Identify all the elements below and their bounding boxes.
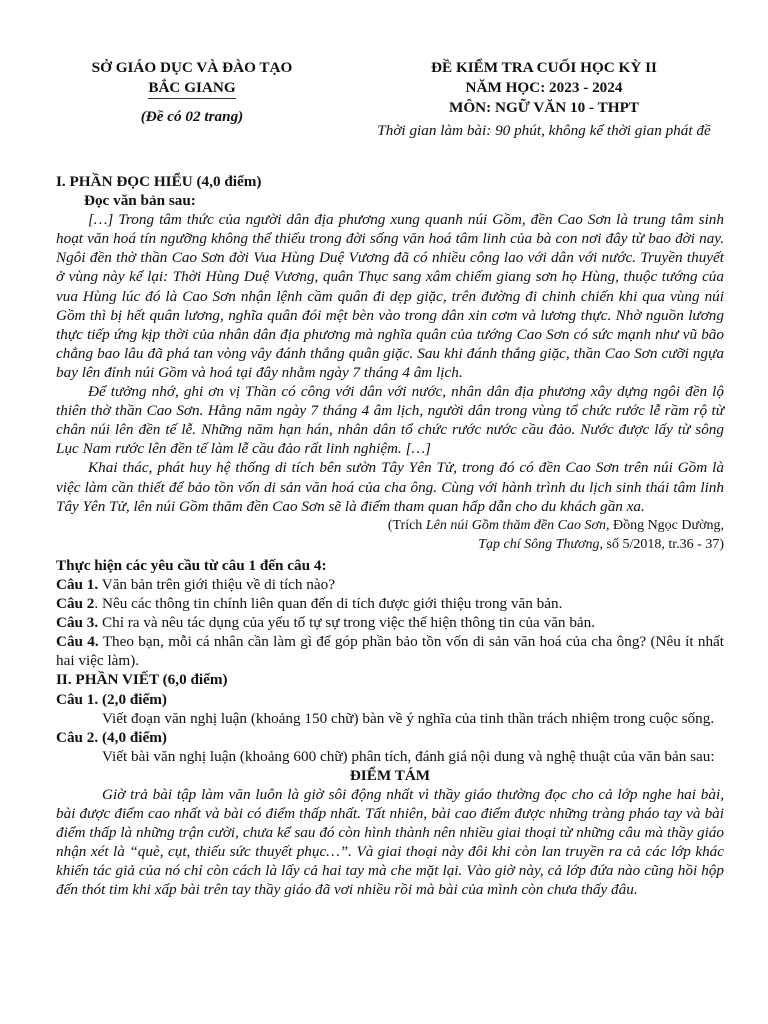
question-1: Câu 1. Văn bản trên giới thiệu về di tích nào?	[56, 575, 335, 593]
question-3: Câu 3. Chỉ ra và nêu tác dụng của yếu tố tự sự trong việc thể hiện thông tin của văn bản.	[56, 614, 596, 632]
source-journal: Tạp chí Sông Thương	[478, 536, 600, 552]
header-left	[60, 58, 324, 127]
pages-note: (Đề có 02 trang)	[140, 108, 244, 125]
story-title: ĐIỂM TÁM	[349, 766, 431, 784]
part2-q2-label: Câu 2. (4,0 điểm)	[56, 728, 167, 746]
read-label: Đọc văn bản sau:	[84, 192, 196, 210]
part2-q1-text: Viết đoạn văn nghị luận (khoảng 150 chữ) bàn về ý nghĩa của tinh thần trách nhiệm trong cuộc sống.	[102, 709, 715, 727]
header-right	[340, 58, 748, 141]
part2-q2-text: Viết bài văn nghị luận (khoảng 600 chữ) phân tích, đánh giá nội dung và nghệ thuật của văn bản sau:	[102, 747, 715, 765]
part1-instruction: Thực hiện các yêu cầu từ câu 1 đến câu 4:	[56, 556, 327, 574]
question-4: Câu 4. Theo bạn, mỗi cá nhân cần làm gì để góp phần bảo tồn vốn di sản văn hoá của cha ông? (Nêu ít nhất hai việc làm).	[56, 633, 724, 670]
exam-subject: MÔN: NGỮ VĂN 10 - THPT	[449, 99, 639, 116]
source-title: Lên núi Gồm thăm đền Cao Sơn	[425, 517, 606, 533]
part2-heading: II. PHẦN VIẾT (6,0 điểm)	[56, 671, 228, 689]
time-note: Thời gian làm bài: 90 phút, không kể thời gian phát đề	[377, 122, 711, 139]
part2-q1-label: Câu 1. (2,0 điểm)	[56, 690, 167, 708]
passage-paragraph-1: […] Trong tâm thức của người dân địa phương xung quanh núi Gồm, đền Cao Sơn là trung tâm sinh hoạt văn hoá tín ngưỡng không thể thiếu trong đời sống văn hoá tâm linh của bà con nơi đây từ bao đời nay. Ngôi đền thờ thần Cao Sơn đời Vua Hùng Duệ Vương đã có nhiều công lao với dân với nước. Truyền thuyết ở vùng này kể lại: Thời Hùng Duệ Vương, quân Thục sang xâm chiếm giang sơn họ Hùng, thuộc tướng của vua Hùng lúc đó là Cao Sơn nhận lệnh cầm quân đi dẹp giặc, trên đường đi chinh chiến khi qua vùng núi Gồm thì bị hết quân lương, nghĩa quân đói mệt bèn vào trong dân xin cơm và lương thực. Nhờ nguồn lương thực tiếp ứng kịp thời của nhân dân địa phương mà nghĩa quân của tướng Cao Sơn có sức mạnh như vũ bão chẳng bao lâu đã phá tan vòng vây đánh thắng quân giặc. Sau khi đánh thắng giặc, thần Cao Sơn cưỡi ngựa bay lên đỉnh núi Gồm và hoá tại đây nhằm ngày 7 tháng 4 âm lịch.	[56, 211, 724, 381]
question-2: Câu 2. Nêu các thông tin chính liên quan đến di tích được giới thiệu trong văn bản.	[56, 595, 563, 613]
school-year: NĂM HỌC: 2023 - 2024	[465, 79, 623, 96]
exam-body	[56, 172, 724, 900]
exam-title: ĐỀ KIỂM TRA CUỐI HỌC KỲ II	[431, 59, 657, 76]
province-name: BẮC GIANG	[148, 78, 235, 99]
department-name: SỞ GIÁO DỤC VÀ ĐÀO TẠO	[91, 59, 293, 76]
passage-paragraph-3: Khai thác, phát huy hệ thống di tích bên sườn Tây Yên Tử, trong đó có đền Cao Sơn trên núi Gồm là việc làm cần thiết để bảo tồn vốn di sản văn hoá của cha ông. Cùng với hành trình du lịch sinh thái tâm linh Tây Yên Tử, lên núi Gồm thăm đền Cao Sơn sẽ là điểm tham quan hấp dẫn cho du khách gần xa.	[56, 459, 724, 515]
passage-paragraph-2: Để tưởng nhớ, ghi ơn vị Thần có công với dân với nước, nhân dân địa phương xây dựng ngôi đền lộ thiên thờ thần Cao Sơn. Hằng năm ngày 7 tháng 4 âm lịch, người dân trong vùng tổ chức rước lễ rầm rộ từ chân núi lên đền tế lễ. Những năm hạn hán, nhân dân tổ chức rước nước cầu đảo. Nước được lấy từ sông Lục Nam rước lên đền tế làm lễ cầu đảo rất linh nghiệm. […]	[56, 383, 724, 458]
story-text: Giờ trả bài tập làm văn luôn là giờ sôi động nhất vì thầy giáo thường đọc cho cả lớp nghe hai bài, bài được điểm cao nhất và bài có điểm thấp nhất. Tất nhiên, bài cao điểm được những tràng pháo tay và bài điểm thấp là những trận cười, chưa kể sau đó còn hình thành nên nhiều giai thoại từ những câu mà thầy giáo nhận xét là “què, cụt, thiếu sức thuyết phục…”. Và giai thoại này đôi khi còn lan truyền ra cả các lớp khác khiến tác giả của nó chỉ còn cách là lấy cả hai tay mà che mặt lại. Vào giờ này, cả lớp đứa nào cũng hồi hộp đến thót tim khi xấp bài trên tay thầy giáo đã vơi nhiều rồi mà bài của mình còn chưa thấy đâu.	[56, 786, 724, 899]
passage-source: (Trích Lên núi Gồm thăm đền Cao Sơn, Đồng Ngọc Dường, Tạp chí Sông Thương, số 5/2018, tr.36 - 37)	[387, 517, 724, 552]
part1-heading: I. PHẦN ĐỌC HIỂU (4,0 điểm)	[56, 173, 262, 190]
